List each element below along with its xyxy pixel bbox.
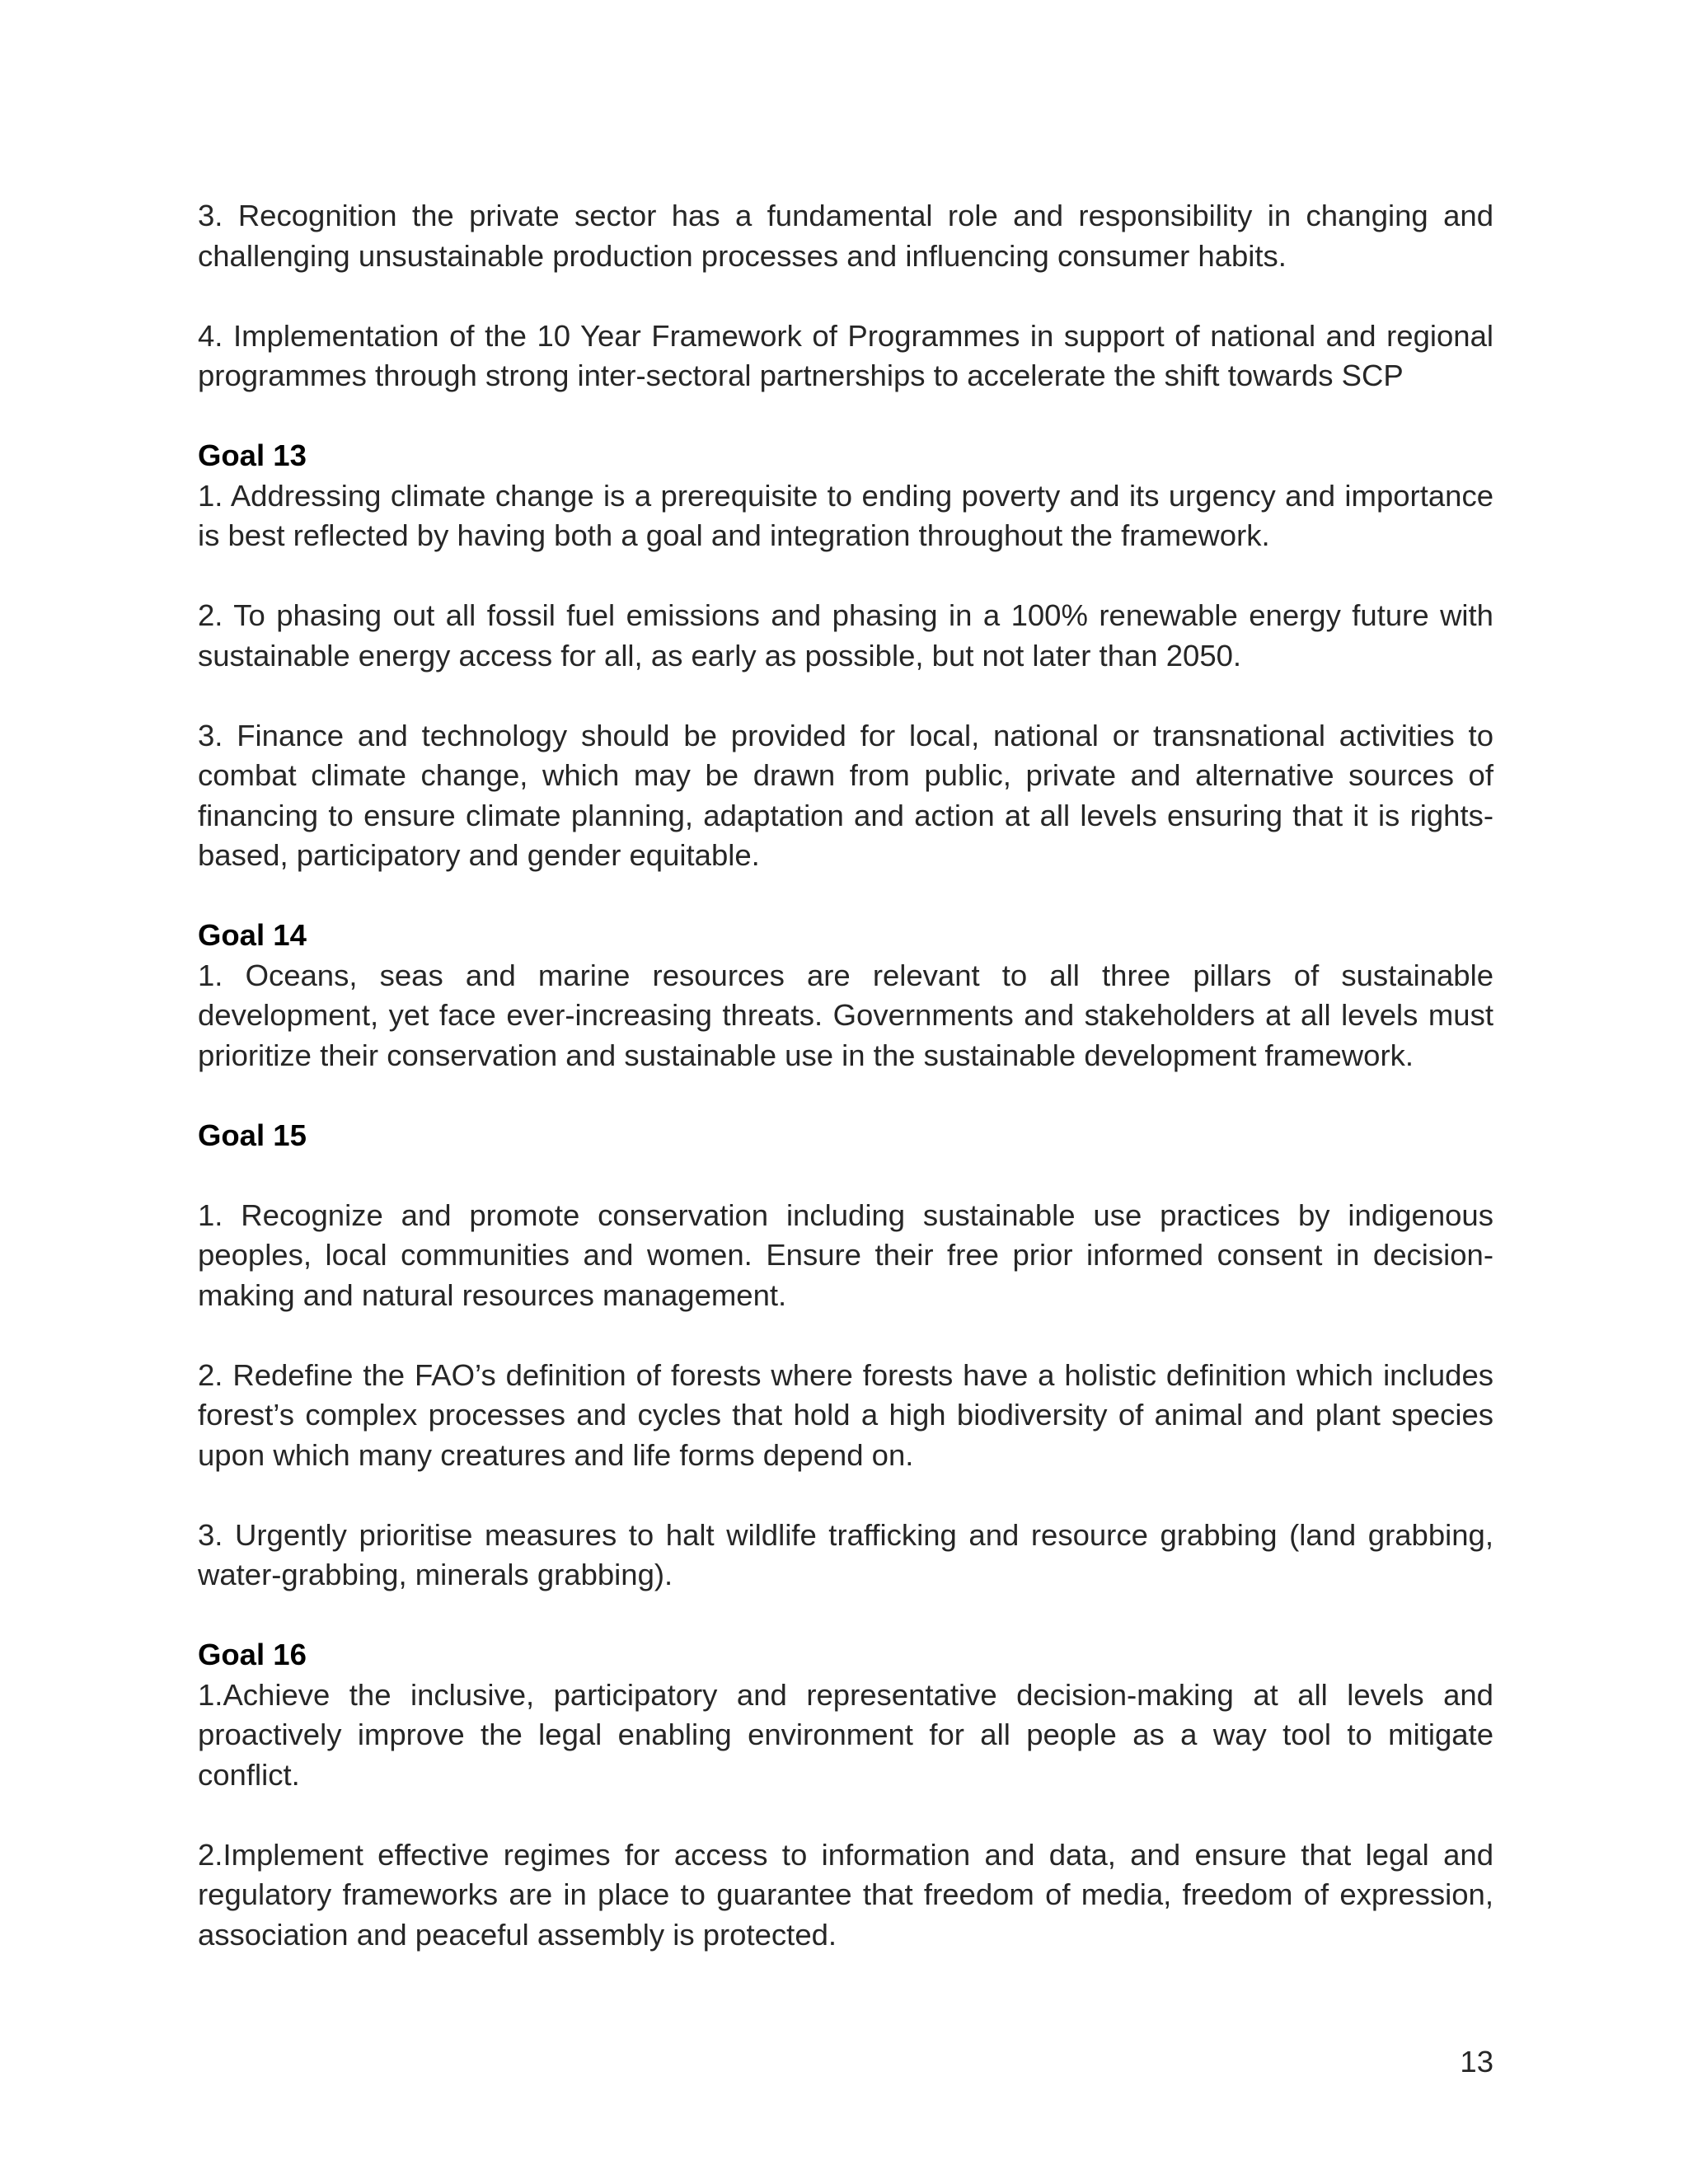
goal-16-paragraph-1: 1.Achieve the inclusive, participatory and representative decision-making at all levels and proactively improve the legal enabling environment for all people as a way tool to mitigate conflict. bbox=[198, 1677, 1493, 1792]
goal-13-paragraph-1: 1. Addressing climate change is a prerequisite to ending poverty and its urgency and importance is best reflected by having both a goal and integration throughout the framework. bbox=[198, 478, 1493, 552]
goal-14-paragraph-1: 1. Oceans, seas and marine resources are relevant to all three pillars of sustainable development, yet face ever-increasing threats. Governments and stakeholders at all levels must prioritize their conservation and sustainable use in the sustainable development framework. bbox=[198, 958, 1493, 1072]
goal-14-heading: Goal 14 bbox=[198, 918, 307, 952]
goal-16-paragraph-2: 2.Implement effective regimes for access to information and data, and ensure that legal and regulatory frameworks are in place to guarantee that freedom of media, freedom of expression, association and peaceful assembly is protected. bbox=[198, 1837, 1493, 1952]
page-number: 13 bbox=[1460, 2045, 1493, 2079]
goal-15-paragraph-2: 2. Redefine the FAO’s definition of forests where forests have a holistic definition which includes forest’s complex processes and cycles that hold a high biodiversity of animal and plant species upon which many creatures and life forms depend on. bbox=[198, 1357, 1493, 1472]
intro-paragraph-4: 4. Implementation of the 10 Year Framework of Programmes in support of national and regional programmes through strong inter-sectoral partnerships to accelerate the shift towards SCP bbox=[198, 318, 1493, 392]
goal-15-paragraph-3: 3. Urgently prioritise measures to halt wildlife trafficking and resource grabbing (land grabbing, water-grabbing, minerals grabbing). bbox=[198, 1517, 1493, 1591]
goal-16-heading: Goal 16 bbox=[198, 1638, 307, 1671]
goal-13-heading: Goal 13 bbox=[198, 438, 307, 472]
goal-13-paragraph-3: 3. Finance and technology should be provided for local, national or transnational activities to combat climate change, which may be drawn from public, private and alternative sources of financing to ensure climate planning, adaptation and action at all levels ensuring that it is rights-based, participatory and gender equitable. bbox=[198, 718, 1493, 872]
goal-13-paragraph-2: 2. To phasing out all fossil fuel emissions and phasing in a 100% renewable energy future with sustainable energy access for all, as early as possible, but not later than 2050. bbox=[198, 598, 1493, 673]
intro-paragraph-3: 3. Recognition the private sector has a fundamental role and responsibility in changing and challenging unsustainable production processes and influencing consumer habits. bbox=[198, 199, 1493, 273]
goal-15-heading: Goal 15 bbox=[198, 1118, 307, 1152]
document-page bbox=[198, 196, 1493, 1995]
goal-15-paragraph-1: 1. Recognize and promote conservation including sustainable use practices by indigenous peoples, local communities and women. Ensure their free prior informed consent in decision-making and natural resources management. bbox=[198, 1197, 1493, 1312]
